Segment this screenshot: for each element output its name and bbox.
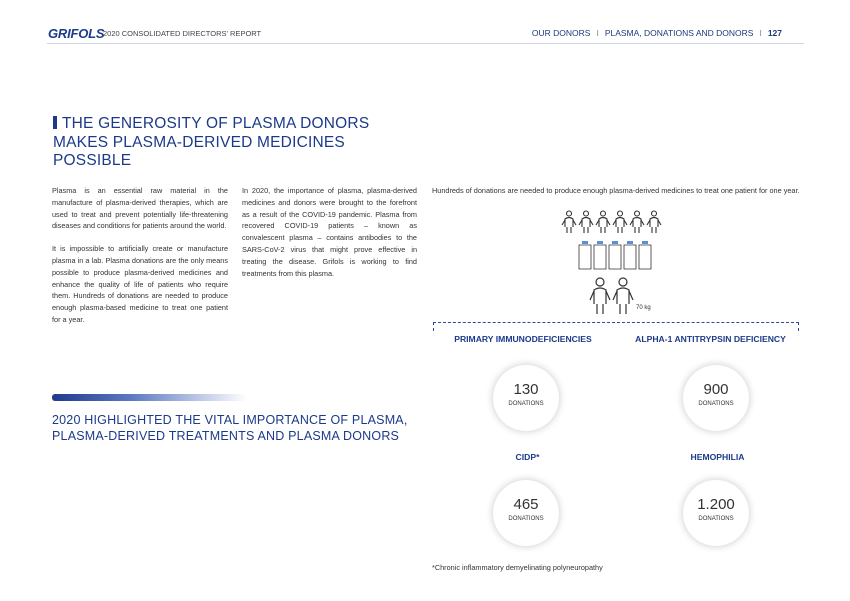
dotted-frame [433, 322, 799, 331]
donation-circle [493, 365, 559, 431]
page-number: 127 [767, 28, 782, 38]
donation-unit: DONATIONS [698, 401, 734, 407]
heading-bar-icon [53, 116, 57, 129]
paragraph: Hundreds of donations are needed to produce enough plasma-derived medicines to treat one patient for one year. [432, 186, 800, 195]
donation-unit: DONATIONS [698, 516, 734, 522]
donation-circle [683, 365, 749, 431]
breadcrumb-section[interactable]: OUR DONORS [531, 28, 591, 38]
donation-unit: DONATIONS [508, 516, 544, 522]
donation-count: 900 [703, 381, 729, 398]
breadcrumb-separator: I [759, 28, 762, 38]
category-title: ALPHA-1 ANTITRYPSIN DEFICIENCY [635, 334, 786, 344]
donation-circle [493, 480, 559, 546]
highlight-text: 2020 HIGHLIGHTED THE VITAL IMPORTANCE OF PLASMA, PLASMA-DERIVED TREATMENTS AND PLASMA DONORS [52, 413, 408, 443]
donation-count: 130 [513, 381, 539, 398]
breadcrumb-subsection[interactable]: PLASMA, DONATIONS AND DONORS [604, 28, 754, 38]
donation-unit: DONATIONS [508, 401, 544, 407]
breadcrumb-separator: I [596, 28, 599, 38]
plasma-bottles-icon [579, 241, 651, 269]
category-title: CIDP* [515, 452, 540, 462]
paragraph: It is impossible to artificially create or manufacture plasma in a lab. Plasma donations are the only means possible to produce plasma-derived medicines and enhance the quality of life of patients who require them. Hundreds of donations are needed to produce enough plasma-based medicine to treat one patient for a year. [52, 244, 228, 324]
patient-icon [590, 278, 633, 314]
footnote: *Chronic inflammatory demyelinating polyneuropathy [432, 563, 603, 572]
donation-count: 1.200 [697, 496, 735, 513]
donation-circle [683, 480, 749, 546]
report-title: 2020 CONSOLIDATED DIRECTORS' REPORT [103, 29, 262, 38]
header-divider [47, 43, 804, 44]
grifols-logo: GRIFOLS [48, 26, 105, 41]
category-title: HEMOPHILIA [690, 452, 745, 462]
body-column-2 [242, 185, 417, 290]
donors-bottles-patient-illustration [555, 205, 675, 320]
breadcrumb [532, 28, 782, 38]
category-title: PRIMARY IMMUNODEFICIENCIES [454, 334, 592, 344]
paragraph: In 2020, the importance of plasma, plasma-derived medicines and donors were brought to the forefront as a result of the COVID-19 pandemic. Plasma from recovered COVID-19 patients – known as convalescent plasma – contains antibodies to the SARS-CoV-2 virus that might prove effective in treating the disease. Grifols is working to find treatments from this plasma. [242, 186, 417, 278]
gradient-bar [52, 394, 247, 401]
donors-icon [562, 211, 661, 233]
heading-text: THE GENEROSITY OF PLASMA DONORS MAKES PLASMA-DERIVED MEDICINES POSSIBLE [53, 115, 370, 169]
paragraph: Plasma is an essential raw material in the manufacture of plasma-derived therapies, which are used to treat and prevent potentially life-threatening diseases and conditions for patients around the world. [52, 186, 228, 231]
page-heading [53, 115, 373, 171]
weight-label: 70 kg [636, 305, 651, 311]
body-column-1 [52, 185, 228, 337]
donation-count: 465 [513, 496, 539, 513]
